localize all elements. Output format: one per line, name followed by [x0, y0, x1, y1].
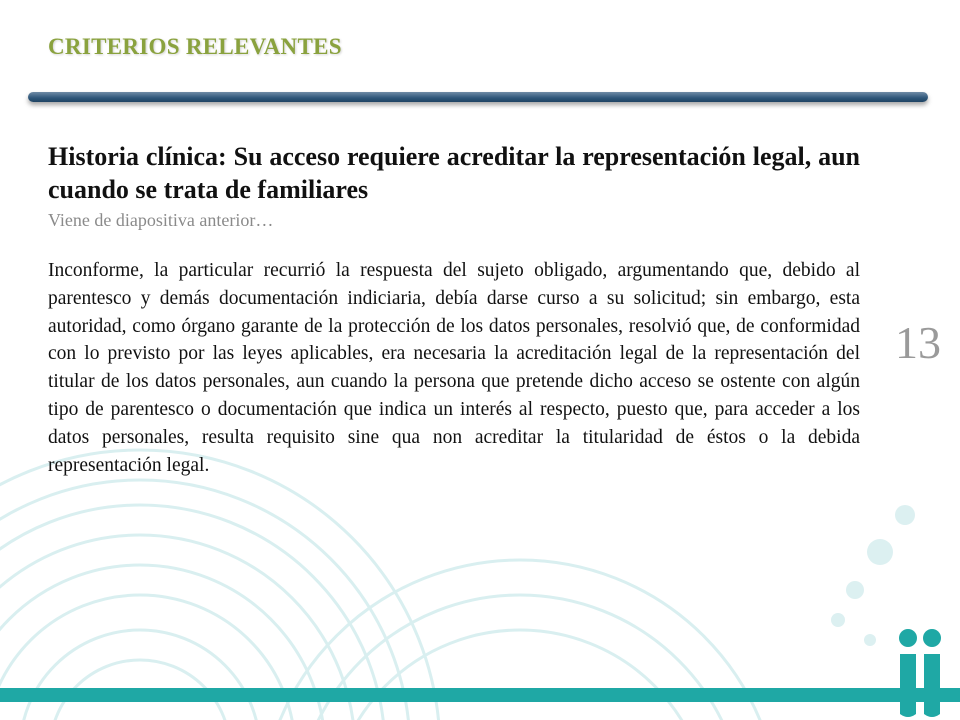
header-divider [28, 92, 928, 102]
ii-logo-icon [894, 628, 946, 720]
slide-body-text: Inconforme, la particular recurrió la respuesta del sujeto obligado, argumentando que, debido al parentesco y demás documentación indiciaria, debía darse curso a su solicitud; sin embargo, esta autoridad, como órgano garante de la protección de los datos personales, resolvió que, de conformidad con lo previsto por las leyes aplicables, era necesaria la acreditación legal de la representación del titular de los datos personales, aun cuando la persona que pretende dicho acceso se ostente con algún tipo de parentesco o documentación que indica un interés al respecto, puesto que, para acceder a los datos personales, resulta requisito sine qua non acreditar la titularidad de éstos o la debida representación legal. [48, 260, 860, 476]
slide-headline: Historia clínica: Su acceso requiere acreditar la representación legal, aun cuando se trata de familiares [48, 142, 860, 204]
bottom-accent-bar [0, 688, 960, 702]
slide-number: 13 [895, 317, 941, 368]
slide-subtitle: Viene de diapositiva anterior… [48, 210, 274, 230]
section-title: CRITERIOS RELEVANTES [48, 34, 342, 59]
slide-content [48, 140, 860, 479]
